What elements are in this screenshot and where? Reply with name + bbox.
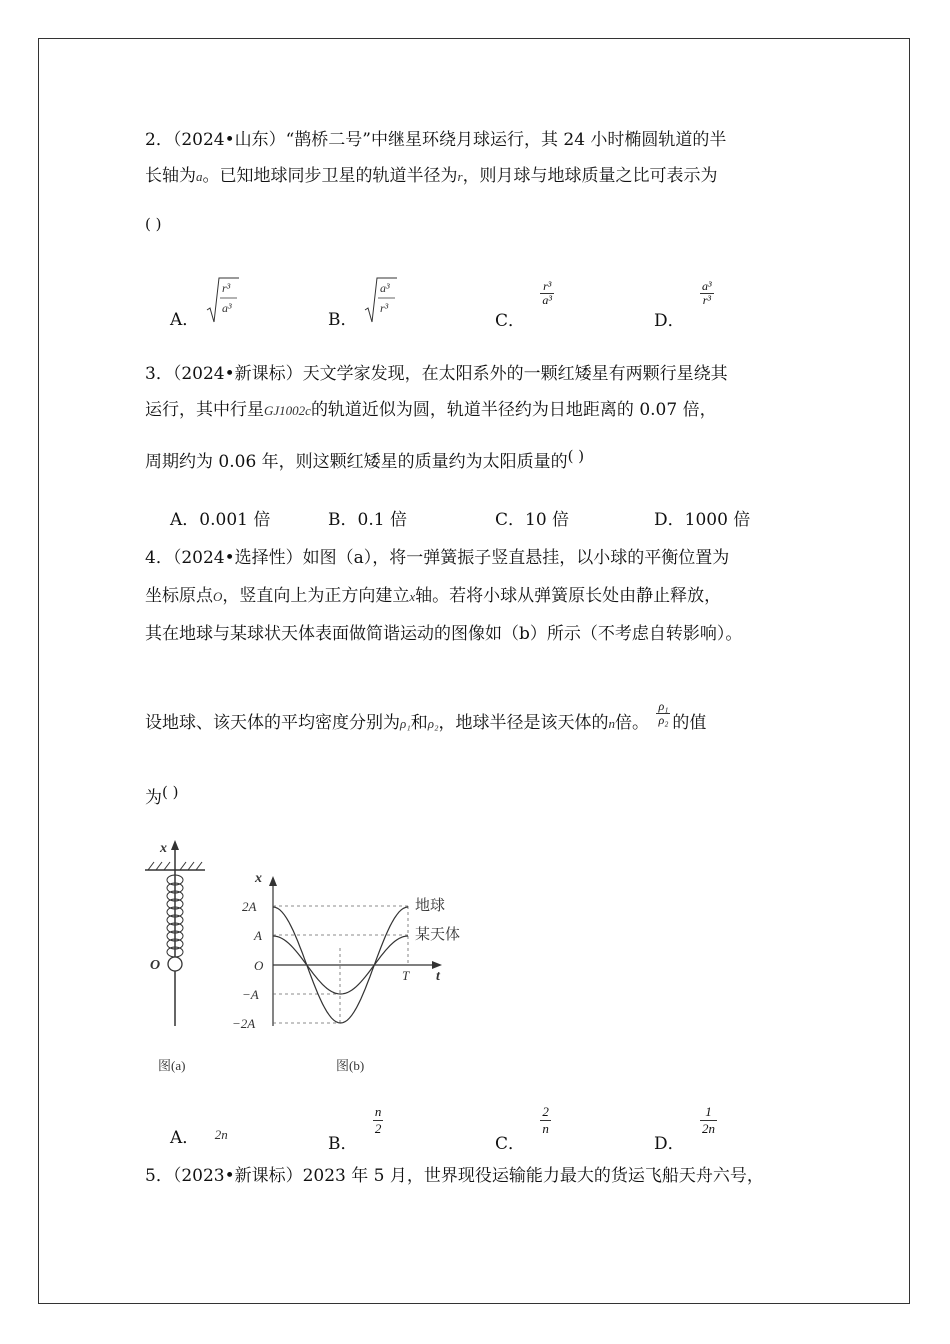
tick-minus-2A: −2A [232, 1016, 256, 1031]
rho2: ρ₂ [427, 716, 439, 731]
q4-line4 [145, 699, 707, 737]
q4-paren: ( ) [162, 783, 179, 801]
q4-text-c: 轴。若将小球从弹簧原长处由静止释放， [415, 586, 722, 606]
q2-line2 [145, 164, 718, 189]
q5-line1: 5．（2023•新课标）2023 年 5 月，世界现役运输能力最大的货运飞船天舟六号， [145, 1166, 764, 1186]
var-x: x [409, 589, 416, 604]
q3-text-a: 运行，其中行星 [145, 400, 264, 420]
q3-line2 [145, 398, 717, 423]
q2-line1: 2．（2024•山东）“鹊桥二号”中继星环绕月球运行，其 24 小时椭圆轨道的半 [145, 130, 727, 150]
var-n: n [608, 716, 616, 731]
q2-text-a: 长轴为 [145, 166, 196, 186]
var-O: O [213, 589, 223, 604]
frac-num: r³ [540, 280, 554, 294]
option-label: A． [170, 1128, 200, 1148]
option-label: C． [495, 311, 526, 331]
tick-minus-A: −A [242, 987, 259, 1002]
planet-name: GJ1002c [264, 403, 311, 418]
option-label: D． [654, 1134, 685, 1154]
q4-text-a: 坐标原点 [145, 586, 213, 606]
q4-text-d: 设地球、该天体的平均密度分别为 [145, 713, 400, 733]
arrow-right-icon [432, 961, 442, 969]
q4-option-a[interactable] [170, 1126, 228, 1151]
option-label: B． [328, 310, 358, 330]
q2b-den: r³ [379, 301, 389, 315]
q4-text-f: ，地球半径是该天体的 [438, 713, 609, 733]
q3-option-c[interactable] [495, 508, 569, 532]
option-expr: 2n [214, 1127, 228, 1142]
tick-O: O [254, 958, 264, 973]
sqrt-icon [205, 276, 241, 328]
q4-text-i: 为 [145, 788, 162, 808]
q4c-fraction [540, 1104, 551, 1137]
frac-den: 2n [702, 1121, 716, 1136]
q2a-num: r³ [221, 281, 230, 295]
arrow-up-icon [171, 840, 179, 850]
q3-line1: 3．（2024•新课标）天文学家发现，在太阳系外的一颗红矮星有两颗行星绕其 [145, 364, 728, 384]
page-border [38, 38, 910, 1304]
q4d-fraction [700, 1104, 717, 1137]
q2-option-a[interactable] [170, 276, 241, 328]
q2a-den: a³ [221, 301, 232, 315]
frac-den: n [542, 1121, 549, 1136]
ball [168, 957, 182, 971]
option-label: D． [654, 510, 685, 530]
axis-t: t [436, 969, 440, 984]
q4-line1: 4．（2024•选择性）如图（a），将一弹簧振子竖直悬挂，以小球的平衡位置为 [145, 548, 730, 568]
option-label: D． [654, 311, 685, 331]
rho-ratio [656, 700, 670, 727]
frac-num: a³ [702, 279, 712, 293]
tick-T: T [402, 968, 410, 983]
option-label: C． [495, 1134, 526, 1154]
var-r: r [457, 169, 463, 184]
option-text: 0.001 倍 [199, 510, 271, 530]
var-a: a [196, 169, 203, 184]
q4-text-h: 的值 [672, 713, 707, 733]
frac-num: n [374, 1104, 382, 1119]
axis-x-a: x [160, 841, 167, 856]
rho1: ρ₁ [400, 716, 411, 731]
frac-num: 2 [542, 1104, 549, 1119]
legend-earth: 地球 [415, 898, 446, 914]
q4-option-d[interactable] [654, 1104, 717, 1154]
q4b-fraction [373, 1104, 384, 1137]
option-label: B． [328, 510, 358, 530]
caption-a: 图(a) [158, 1058, 186, 1073]
graph-figure [232, 871, 460, 1073]
q4-option-c[interactable] [495, 1104, 551, 1154]
q4-line5 [145, 783, 179, 810]
legend-body: 某天体 [415, 927, 461, 943]
q3-option-d[interactable] [654, 508, 750, 532]
tick-A: A [254, 928, 262, 943]
q2-text-b: 。已知地球同步卫星的轨道半径为 [202, 166, 458, 186]
q2-option-c[interactable] [495, 279, 554, 331]
q2d-fraction [700, 280, 714, 307]
q2-paren: ( ) [145, 215, 162, 233]
q3-line3 [145, 447, 585, 474]
q4-text-g: 倍。 [615, 713, 650, 733]
q2-text-c: ，则月球与地球质量之比可表示为 [462, 166, 718, 186]
q4-text-b: ，竖直向上为正方向建立 [222, 586, 410, 606]
q4-text-e: 和 [410, 713, 428, 733]
frac-den: a³ [542, 293, 553, 307]
option-label: A． [170, 310, 200, 330]
arrow-up-icon [269, 876, 277, 886]
q2c-fraction [540, 280, 554, 307]
q3-text-c: 周期约为 0.06 年，则这颗红矮星的质量约为太阳质量的 [145, 452, 568, 472]
q4-line3: 其在地球与某球状天体表面做简谐运动的图像如（b）所示（不考虑自转影响）。 [145, 624, 743, 644]
q3-paren: ( ) [567, 447, 585, 465]
option-label: B． [328, 1134, 358, 1154]
option-text: 0.1 倍 [357, 510, 407, 530]
q4-figure [140, 838, 480, 1078]
option-text: 10 倍 [525, 510, 570, 530]
q4-line2 [145, 584, 721, 609]
sqrt-icon [363, 276, 399, 328]
frac-den: 2 [374, 1121, 382, 1136]
frac-den: ρ₂ [658, 713, 669, 727]
q2-option-d[interactable] [654, 279, 714, 331]
frac-den: r³ [702, 293, 711, 307]
option-label: A． [170, 510, 200, 530]
q3-text-b: 的轨道近似为圆，轨道半径约为日地距离的 0.07 倍， [310, 400, 717, 420]
option-text: 1000 倍 [684, 510, 751, 530]
origin-a: O [150, 958, 161, 973]
q2-option-b[interactable] [328, 276, 399, 328]
caption-b: 图(b) [336, 1058, 365, 1073]
frac-num: 1 [700, 1104, 717, 1121]
spring-figure [145, 840, 205, 1073]
q4-option-b[interactable] [328, 1104, 383, 1154]
frac-num: ρ₁ [658, 699, 669, 713]
axis-x-b: x [255, 871, 262, 886]
option-label: C． [495, 510, 526, 530]
q2b-num: a³ [379, 281, 390, 295]
q3-option-b[interactable] [328, 508, 407, 532]
q3-option-a[interactable] [170, 508, 270, 532]
tick-2A: 2A [242, 899, 257, 914]
